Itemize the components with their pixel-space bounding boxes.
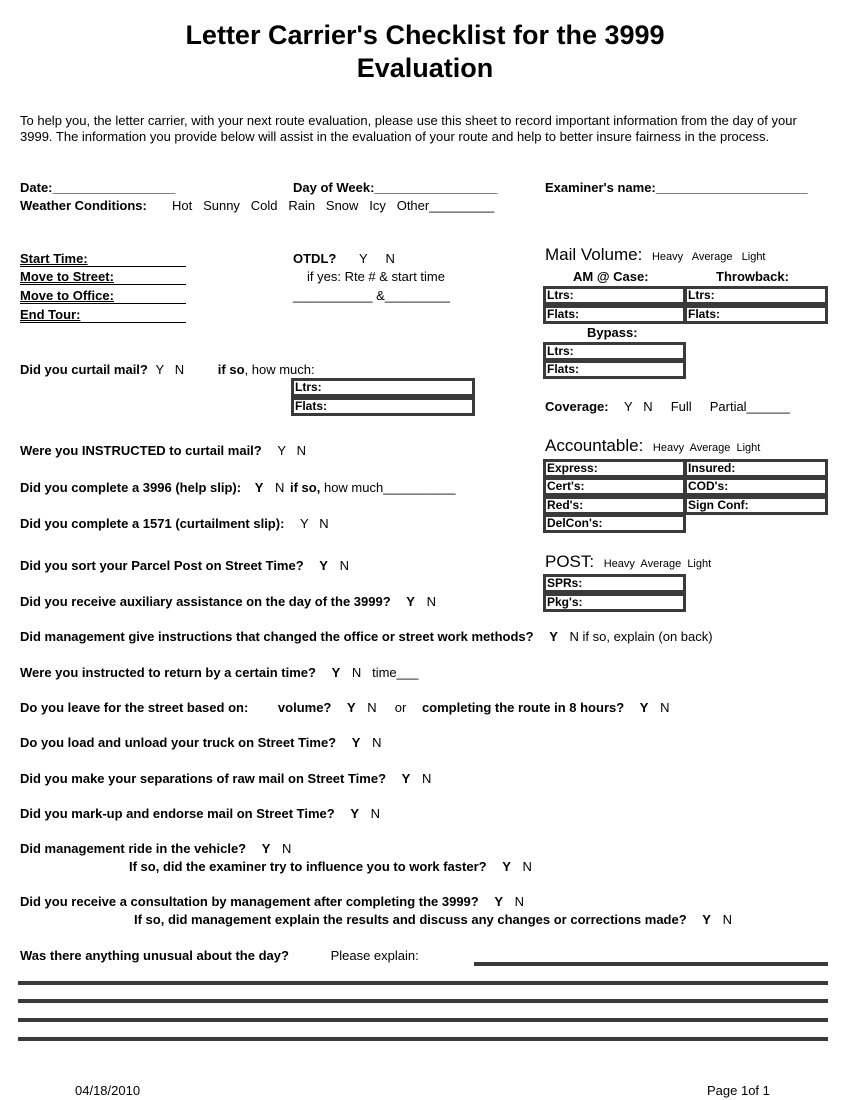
curtail-ltrs-box[interactable]: Ltrs: xyxy=(291,378,475,397)
reds-box[interactable]: Red's: xyxy=(543,496,686,515)
aux-assist-question: Did you receive auxiliary assistance on the day of the 3999? xyxy=(20,594,391,609)
throwback-label: Throwback: xyxy=(716,269,789,284)
pkgs-box[interactable]: Pkg's: xyxy=(543,593,686,612)
curtail-question: Did you curtail mail? xyxy=(20,362,148,377)
volume-y[interactable]: Y xyxy=(347,700,356,715)
accountable-scale[interactable]: Heavy Average Light xyxy=(652,442,761,454)
mail-volume-label: Mail Volume: xyxy=(545,245,643,264)
intro-text: To help you, the letter carrier, with your next route evaluation, please use this sheet to record important information from the day of your 3999. The information you provide below will assist in the evaluation of your route and help to better insure fairness in the process. xyxy=(20,113,797,144)
aux-assist-y[interactable]: Y xyxy=(406,594,415,609)
coverage-label: Coverage: xyxy=(545,399,609,414)
load-truck-n[interactable]: N xyxy=(372,735,382,750)
coverage-options[interactable]: Y N Full Partial______ xyxy=(624,399,790,414)
completing-option: completing the route in 8 hours? xyxy=(421,700,625,715)
return-time-y[interactable]: Y xyxy=(331,665,341,680)
certs-box[interactable]: Cert's: xyxy=(543,477,686,496)
please-explain-label: Please explain: xyxy=(330,948,419,963)
start-time-label: Start Time: xyxy=(20,251,88,266)
throwback-ltrs-box[interactable]: Ltrs: xyxy=(684,286,828,305)
parcel-post-question: Did you sort your Parcel Post on Street Time? xyxy=(20,558,304,573)
explain-line-4[interactable] xyxy=(18,1018,828,1022)
mgmt-instructions-n[interactable]: N if so, explain (on back) xyxy=(569,629,713,644)
unusual-question: Was there anything unusual about the day? xyxy=(20,948,289,963)
completing-n[interactable]: N xyxy=(660,700,670,715)
footer-page: Page 1of 1 xyxy=(707,1083,770,1098)
page-title-line2: Evaluation xyxy=(356,53,494,83)
help-slip-y[interactable]: Y xyxy=(254,480,264,495)
explain-results-y[interactable]: Y xyxy=(702,912,711,927)
consultation-y[interactable]: Y xyxy=(494,894,504,909)
otdl-label: OTDL? xyxy=(293,251,337,266)
explain-line-2[interactable] xyxy=(18,981,828,985)
footer-date: 04/18/2010 xyxy=(75,1083,141,1098)
separations-y[interactable]: Y xyxy=(401,771,411,786)
ride-vehicle-n[interactable]: N xyxy=(282,841,292,856)
help-slip-ifso: if so, xyxy=(290,480,321,495)
volume-n[interactable]: N or xyxy=(367,700,407,715)
explain-results-question: If so, did management explain the results and discuss any changes or corrections made? xyxy=(134,912,687,927)
separations-n[interactable]: N xyxy=(421,771,432,786)
help-slip-howmuch[interactable]: how much__________ xyxy=(323,480,456,495)
curtail-yn[interactable]: Y N xyxy=(155,362,185,377)
separations-question: Did you make your separations of raw mail on Street Time? xyxy=(20,771,387,786)
parcel-post-n[interactable]: N xyxy=(339,558,349,573)
markup-y[interactable]: Y xyxy=(350,806,360,821)
return-time-n[interactable]: N time___ xyxy=(351,665,419,680)
mgmt-instructions-question: Did management give instructions that changed the office or street work methods? xyxy=(20,629,534,644)
day-of-week-field[interactable]: Day of Week:_________________ xyxy=(293,180,498,195)
accountable-label: Accountable: xyxy=(545,436,644,455)
load-truck-question: Do you load and unload your truck on Street Time? xyxy=(20,735,337,750)
move-office-field[interactable] xyxy=(20,288,186,304)
parcel-post-y[interactable]: Y xyxy=(319,558,328,573)
load-truck-y[interactable]: Y xyxy=(351,735,361,750)
curtail-ifso: if so xyxy=(217,362,245,377)
help-slip-question: Did you complete a 3996 (help slip): xyxy=(20,480,242,495)
move-street-field[interactable] xyxy=(20,269,186,285)
move-office-label: Move to Office: xyxy=(20,288,114,303)
express-box[interactable]: Express: xyxy=(543,459,686,478)
bypass-label: Bypass: xyxy=(587,325,638,340)
markup-question: Did you mark-up and endorse mail on Street Time? xyxy=(20,806,335,821)
curtailment-slip-yn[interactable]: Y N xyxy=(300,516,329,531)
page-title: Letter Carrier's Checklist for the 3999 xyxy=(185,20,665,50)
examiner-name-field[interactable]: Examiner's name:_____________________ xyxy=(545,180,808,195)
markup-n[interactable]: N xyxy=(370,806,381,821)
weather-label: Weather Conditions: xyxy=(20,198,147,213)
cods-box[interactable]: COD's: xyxy=(684,477,828,496)
explain-results-n[interactable]: N xyxy=(722,912,732,927)
move-street-label: Move to Street: xyxy=(20,269,114,284)
curtail-howmuch: , how much: xyxy=(244,362,315,377)
aux-assist-n[interactable]: N xyxy=(426,594,436,609)
bypass-flats-box[interactable]: Flats: xyxy=(543,360,686,379)
start-time-field[interactable] xyxy=(20,251,186,267)
weather-options[interactable]: Hot Sunny Cold Rain Snow Icy Other_________ xyxy=(172,198,495,213)
am-case-ltrs-box[interactable]: Ltrs: xyxy=(543,286,686,305)
influence-y[interactable]: Y xyxy=(502,859,511,874)
bypass-ltrs-box[interactable]: Ltrs: xyxy=(543,342,686,361)
post-label: POST: xyxy=(545,552,595,571)
explain-line-3[interactable] xyxy=(18,999,828,1003)
otdl-ifyes: if yes: Rte # & start time xyxy=(307,269,445,284)
ride-vehicle-y[interactable]: Y xyxy=(261,841,271,856)
sign-conf-box[interactable]: Sign Conf: xyxy=(684,496,828,515)
end-tour-field[interactable] xyxy=(20,307,186,323)
insured-box[interactable]: Insured: xyxy=(684,459,828,478)
mail-volume-scale[interactable]: Heavy Average Light xyxy=(651,251,766,263)
instructed-curtail-yn[interactable]: Y N xyxy=(277,443,307,458)
instructed-curtail-question: Were you INSTRUCTED to curtail mail? xyxy=(20,443,262,458)
explain-line-5[interactable] xyxy=(18,1037,828,1041)
ride-vehicle-question: Did management ride in the vehicle? xyxy=(20,841,247,856)
influence-question: If so, did the examiner try to influence you to work faster? xyxy=(129,859,487,874)
date-field[interactable]: Date:_________________ xyxy=(20,180,176,195)
curtail-flats-box[interactable]: Flats: xyxy=(291,397,475,416)
consultation-n[interactable]: N xyxy=(514,894,525,909)
otdl-blanks[interactable]: ___________ &_________ xyxy=(293,288,450,303)
help-slip-n[interactable]: N xyxy=(274,480,285,495)
end-tour-label: End Tour: xyxy=(20,307,81,322)
am-case-label: AM @ Case: xyxy=(573,269,649,284)
leave-street-question: Do you leave for the street based on: xyxy=(20,700,249,715)
otdl-yn[interactable]: Y N xyxy=(359,251,395,266)
explain-line-1[interactable] xyxy=(474,962,828,966)
consultation-question: Did you receive a consultation by management after completing the 3999? xyxy=(20,894,479,909)
return-time-question: Were you instructed to return by a certain time? xyxy=(20,665,316,680)
throwback-flats-box[interactable]: Flats: xyxy=(684,305,828,324)
am-case-flats-box[interactable]: Flats: xyxy=(543,305,686,324)
mgmt-instructions-y[interactable]: Y xyxy=(549,629,558,644)
sprs-box[interactable]: SPRs: xyxy=(543,574,686,593)
influence-n[interactable]: N xyxy=(522,859,532,874)
volume-option: volume? xyxy=(277,700,332,715)
curtailment-slip-question: Did you complete a 1571 (curtailment slip): xyxy=(20,516,285,531)
completing-y[interactable]: Y xyxy=(639,700,649,715)
delcons-box[interactable]: DelCon's: xyxy=(543,514,686,533)
post-scale[interactable]: Heavy Average Light xyxy=(603,558,712,570)
